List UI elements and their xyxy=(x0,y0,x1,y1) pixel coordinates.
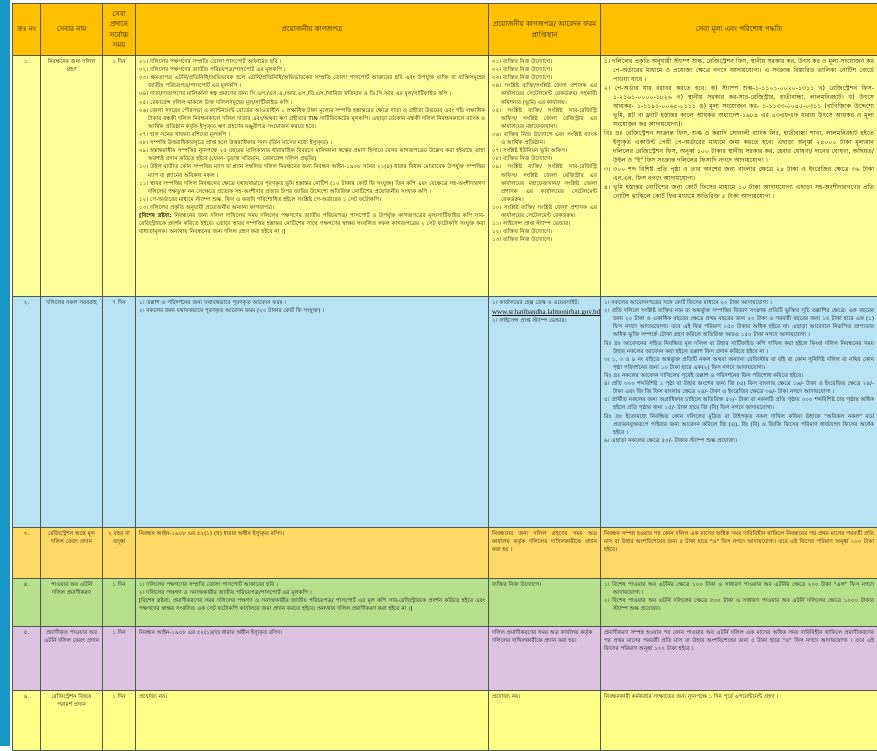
max-time: ১ দিন xyxy=(103,627,136,691)
required-docs xyxy=(136,297,489,528)
list-item: ৬। এছাড়া নকলের ক্ষেত্রে ৫০/- টাকার স্ট্যাম্প শুল্ক প্রযোজ্য। xyxy=(604,437,874,445)
docs-source: দলিল প্রমাণীকরণের সময় অত্র কার্যালয় কর্তৃক দলিলের দাখিলকারীকে প্রদান করা হয়। xyxy=(489,627,601,691)
header-service-name: সেবার নাম xyxy=(41,4,103,56)
table-row xyxy=(13,56,877,297)
list-item: ১০। উইল ব্যতীত কোন সম্পত্তির ম্যাপ বা প্ল্যান সম্বলিত দলিল নিবন্ধনের জন্য নিবন্ধন আইন-১৯০৮ সনের ২১(৪) ধারার বিধান মোতাবেক উপর্যুক্ত সম্পত্তির ম্যাপ বা প্ল্যানের অবিকল নকল । xyxy=(139,163,485,179)
list-item: ০৬। জেলা সদরের পৌরসভা ও ক্যান্টনমেন্ট বোর্ডের আওতাধীন ১ লক্ষাধিক টাকা মূল্যের সম্পত্তি হস্তান্তরের ক্ষেত্রে দাতা ও গ্রহীতা উভয়ের এবং পাঁচ লক্ষাধিক টাকার বন্ধকী দলিল নিবন্ধনকালে দলিল দাতার এবং/অথবা ঋণ গ্রহীতার TIN সার্টিফিকেটের মূলকপি। এছাড়া যেকোন বন্ধকী দলিল নিবন্ধনকালে ব্যাংক ও আর্থিক প্রতিষ্ঠান কর্তৃক ইস্যুকৃত ঋণ গ্রহণের মঞ্জুরীপত্র সংযোজন করতে হবে। xyxy=(139,107,485,131)
list-item: ৪। প্রতি ৩০০ শব্দবিশিষ্ট ১ পৃষ্ঠা বা উহার অংশের জন্য জি (এ) ফিস বাংলার ক্ষেত্রে ১৬/- টাকা ও ইংরেজির ক্ষেত্রে ২৪/- টাকা এবং জি জি ফিস বাংলার ক্ষেত্রে ২৪/- টাকা ও ইংরেজির ক্ষেত্রে ৩৬/- টাকা নগদে আদায়যোগ্য । xyxy=(604,380,874,396)
list-item: ১০। সংশ্লিষ্ট ব্যক্তি/ সংশ্লিষ্ট জেলা প্রশাসক এর কার্যালয়ের সেটেলমেন্ট রেকর্ডরুম। xyxy=(492,204,597,220)
header-fee-method: সেবা মূল্য এবং পরিশোধ পদ্ধতি xyxy=(601,4,877,56)
header-docs-source: প্রয়োজনীয় কাগজপত্র/ আবেদন ফরম প্রাপ্তিস্থান xyxy=(489,4,601,56)
list-item: বিঃ দ্রঃ ইতোমধ্যে নিবন্ধিত কোন দলিলের মুদ্রিত বা টাইপকৃত নকল দাখিল করিয়া উহাকে "অবিকল নকল" মর্মে প্রত্যয়নযুক্তরূপে পাইবার জন্য আবেদন করিলে জি (এ), জি (বি) ও জিজি ফিসের পরিমাণ ধার্যযোগ্য ফিসের অর্ধেক হইবে । xyxy=(604,413,874,437)
list-item: বিঃ দ্রঃ আবেদনের সহিত নিবন্ধিত মূল দলিল বা উহার সার্টিফাইড কপি দাখিল করা হইলে কিংবা দলিল নিবন্ধনের সময় উহার নকলের আবেদন করা হইলে তল্লাশ ফিস প্রদান করিতে হইবে না । xyxy=(604,340,874,356)
docs-source: ব্যক্তির নিজ উদ্যোগে। xyxy=(489,579,601,627)
list-item: ২। বিশেষ পাওয়ার অব এটর্নি দলিলের ক্ষেত্রে ৫০০ টাকা ও সাধারণ পাওয়ার অব এটর্নি দলিলের ক্ষেত্রে ১০০০ টাকার স্ট্যাম্প শুল্ক প্রযোজ্য। xyxy=(604,597,874,613)
list-item: ০৫। সংশ্লিষ্ট ব্যক্তি/ সংশ্লিষ্ট সাব-রেজিস্ট্রি অফিস/ সংশ্লিষ্ট জেলা রেজিস্ট্রার এর কার্যালয়ের মহাফেজখানা। xyxy=(492,107,597,131)
max-time: ১ দিন xyxy=(103,579,136,627)
list-item: ০৮। ব্যক্তির নিজ উদ্যোগে। xyxy=(492,155,597,163)
list-item: ০৩। ব্যক্তির নিজ উদ্যোগে। xyxy=(492,74,597,82)
list-item: ২। নকলের জন্য যথাযথভাবে পূরণকৃত আবেদন ফরম (২০ টাকার কোর্ট ফি সংযুক্ত) । xyxy=(139,307,485,315)
max-time: ১ দিন xyxy=(103,56,136,297)
list-item: ০৭। হাল সনের খাজনা রশিদের মূলকপি । xyxy=(139,131,485,139)
serial: ২. xyxy=(13,297,41,528)
fee-method: নিবন্ধনকারী কর্মকর্তার সাক্ষাতের জন্য ন্যূনপক্ষে ১ দিন পূর্বে এপয়েন্টমেন্ট গ্রহণ । xyxy=(601,691,877,751)
list-item: ০৯। হস্তান্তরাধীন সম্পত্তির ন্যূনপক্ষে ২৫ বছরের মালিকানার ধারাবাহিক বিবরণে মালিকানা স্বত্বের প্রমাণ হিসাবে যেসব কাগজপত্রের উল্লেখ করা হইয়াছে তাহা অবশ্যই প্রদান করিতে হইবে (যেমন- চূড়ান্ত খতিয়ান, রেফারেন্স দলিল প্রভৃতি) xyxy=(139,147,485,163)
required-docs xyxy=(136,56,489,297)
left-accent-strip xyxy=(0,0,10,746)
list-item: ১২। ব্যক্তির নিজ উদ্যোগে। xyxy=(492,228,597,236)
citizen-charter-table xyxy=(12,3,877,751)
docs-source: নিবন্ধনের জন্য দলিল গ্রহণের সময় অত্র কার্যালয় কর্তৃক দলিলের দাখিলকারীকে প্রদান করা হয় । xyxy=(489,528,601,579)
service-name: দলিলের নকল সরবরাহ xyxy=(41,297,103,528)
required-docs: প্রযোজ্য নয়। xyxy=(136,691,489,751)
header-max-time: সেবা প্রদানে সর্বোচ্চ সময় xyxy=(103,4,136,56)
list-item: ১। দলিলের প্রকৃতি অনুযায়ী স্ট্যাম্প শুল্ক, রেজিস্ট্রেশন ফিস, স্থানীয় সরকার কর, উৎস কর ও মূল্য সংযোজন কর পে-অর্ডারের মাধ্যমে ও প্রযোজ্য ক্ষেত্রে নগদে আদায়যোগ্য। এ সংক্রান্ত বিস্তারিত তালিকা নোটিশ বোর্ডে পাওয়া যাবে । xyxy=(604,58,874,85)
list-item: ৩। ৩০০ শব্দ বিশিষ্ট প্রতি পৃষ্ঠা ও তার অংশের জন্য বাংলার ক্ষেত্রে ২৪ টাকা ও ইংরেজির ক্ষেত্রে ৩৬ টাকা এন.এন. ফিস নগদে আদায়যোগ্য। xyxy=(604,166,874,184)
service-name: প্রমাণীকৃত পাওয়ার অব এটর্নি দলিল ফেরৎ প্রদান xyxy=(41,627,103,691)
list-item: বিঃ দ্রঃ রেজিস্ট্রেশন সংক্রান্ত ফিস, শুল্ক ও করাদি সোনালী ব্যাংক লিঃ, হাতীবান্ধা শাখা, লালমনিরহাট হইতে ইস্যুকৃত একাউন্ট পেয়ী পে-অর্ডারের মাধ্যমে জমা করতে হবে। এছাড়া অনূর্ধ্ব ২৪০০০ টাকা মূল্যমান দলিলের রেজিস্ট্রেশন ফিস, অনূর্ধ্ব ১০০ টাকার স্থানীয় সরকার কর, হেবার ঘোষণা/ দানের ঘোষণা, অছিয়ত/ উইল ও "ই" ফিস সংক্রান্ত দলিলের ফিসাদি নগদে আদায়যোগ্য । xyxy=(604,130,874,166)
list-item: ২। দলিলের পক্ষগণ ও সনাক্তকারীর জাতীয় পরিচয়পত্র/পাসপোর্ট এর মূলকপি । xyxy=(139,589,485,597)
list-item: ০১। দলিলের পক্ষগণের সম্প্রতি তোলা পাসপোর্ট আকারের ছবি । xyxy=(139,58,485,66)
serial: ৬. xyxy=(13,691,41,751)
max-time: ২ বছর বা তদূর্ধ্ব xyxy=(103,528,136,579)
table-row xyxy=(13,579,877,627)
serial: ৫. xyxy=(13,627,41,691)
list-item: ৫। প্রার্থীত নকলের জন্য অগ্রাধিকার চাহিলে অতিরিক্ত ৫০/- টাকা বা নকলটি প্রতি পৃষ্ঠায় ৩০০ শব্দবিশিষ্ট চার পৃষ্ঠার অধিক হইলে প্রতি পৃষ্ঠার জন্য ১৫/- টাকা হারে জি (বি) ফিস নগদে আদায়যোগ্য। xyxy=(604,396,874,412)
list-item: ১। নকলের আবেদনপত্রের সঙ্গে কোর্ট ফিসের মাধ্যমে ২০ টাকা আদায়যোগ্য । xyxy=(604,299,874,307)
required-docs xyxy=(136,579,489,627)
fee-method: প্রমাণীকরণ সম্পন্ন হওয়ার পর কোন পাওয়ার অব এটর্নি দলিল এক মাসের অধিক সময় দাবিবিহীন থাকিলে প্রমাণীকরণের পর প্রথম মাসের পরবর্তী প্রতি মাস বা উহার অংশবিশেষের জন্য ৫ টাকা হারে "ও" ফিস নগদে আদায়যোগ্য । তবে এই ফিসের পরিমাণ অনূর্ধ্ব ১০০ টাকা হইবে । xyxy=(601,627,877,691)
list-item: ০৩। ক্ষমতাপত্র এটর্নি/প্রতিনিধি/অভিভাবক হলে এটর্নি/প্রতিনিধি/অভিভাবকের সম্প্রতি তোলা পাসপোর্ট আকারের ছবি এবং উপর্যুক্ত ব্যক্তি বা ব্যক্তিসমূহের জাতীয় পরিচয়পত্র/পাসপোর্ট এর মূলকপি । xyxy=(139,74,485,90)
list-item: ০৪। সংশ্লিষ্ট ব্যক্তি/সংশ্লিষ্ট জেলা প্রশাসক এর কার্যালয়ের সেটেলমেন্ট রেকর্ডরুম/ সহকারী কমিশনার (ভূমি) এর কার্যালয়। xyxy=(492,82,597,106)
header-row xyxy=(13,4,877,56)
fee-method xyxy=(601,56,877,297)
list-item: ২। পে-অর্ডার যার বরাবর করতে হবে: ক) স্ট্যাম্প শুল্ক-১-১১০১-০০২০-১৩১১ খ) রেজিস্ট্রেশন ফিস- ১-২১৬১-০০০০-১৮২৬ গ) স্থানীয় সরকার কর-সাব-রেজিস্ট্রার, হাতীবান্ধা, লালমনিরহাট। ঘ) উৎসে আয়কর- ১-১১৪১-০০৬৫-০১১১ ঙ) মূল্য সংযোজন কর- ১-১১৩৩-০০৪৫-০৩১১ (বাণিজ্যিক উদ্দেশ্যে ভূমি, প্লট বা ফ্ল্যাট হস্তান্তর কালে আয়কর অধ্যাদেশ-১৯৮৪ এর ৫৩এফএফ ধারায় উৎসে আয়কর ও মূল্য সংযোজন কর আদায়যোগ্য)। xyxy=(604,85,874,130)
list-item: ০৫। রেফারেন্স দলিল থাকলে উক্ত দলিলসমূহের মূল/সার্টিফাইড কপি । xyxy=(139,99,485,107)
list-item: ১১। স্থাবর সম্পত্তির দলিল নিবন্ধনের ক্ষেত্রে যথাযথভাবে পূরণকৃত ভূমি হস্তান্তর নোটিশ (১০ টাকার কোর্ট ফি সংযুক্ত) তিন কপি এবং যেক্ষেত্রে সহ-অংশীদারগণ দলিলের পক্ষভুক্ত নন সেক্ষেত্রে প্রত্যেক সহ-অংশীদার প্রজার উপর জারির উদ্দেশ্যে অতিরিক্ত নোটিশের প্রয়োজনীয় সংখ্যক কপি । xyxy=(139,180,485,196)
table-row xyxy=(13,528,877,579)
service-name: নিবন্ধনের জন্য দলিল গ্রহণ xyxy=(41,56,103,297)
max-time: ৭ দিন xyxy=(103,297,136,528)
required-docs: নিবন্ধন আইন-১৯০৮ এর ৫২(১)(খ) ধারার অধীন ইস্যুকৃত রসিদ। xyxy=(136,627,489,691)
list-item: ০৯। সংশ্লিষ্ট ব্যক্তি/ সংশ্লিষ্ট সাব-রেজিস্ট্রি অফিস/ সংশ্লিষ্ট জেলা রেজিস্ট্রার এর কার্যালয়ের মহাফেজখানা/ সংশ্লিষ্ট জেলা প্রশাসক এর কার্যালয়ের সেটেলমেন্ট রেকর্ডরুম। xyxy=(492,163,597,204)
list-item: ১৩। দলিলের প্রকৃতি অনুযায়ী প্রয়োজনীয় অন্যান্য কাগজপত্র। xyxy=(139,204,485,212)
special-note: [বিশেষ দ্রষ্টব্য: নিবন্ধনের জন্য দলিল দাখিলের সময় দলিলের পক্ষগণের জাতীয় পরিচয়পত্র/ পাসপোর্ট ও উপর্যুক্ত কাগজপত্রের মূল/সার্টিফাইড কপি সাব-রেজিস্ট্রারকে প্রদর্শন করিতে হইবে। এছাড়া স্থাবর সম্পত্তির হস্তান্তর নোটিশের সাথে পক্ষগণের স্বাক্ষর সংবলিত সকল কাগজপত্রের ২ সেট ফটোকপি সংযুক্ত করা বাধ্যতামূলক। অন্যথায় নিবন্ধনের জন্য দলিল গ্রহণ করা হইবে না ।] xyxy=(139,212,485,236)
required-docs: নিবন্ধন আইন-১৯০৮ এর ৫২(১) (খ) ধারার অধীন ইস্যুকৃত রসিদ। xyxy=(136,528,489,579)
service-name: রেজিস্ট্রেশন অন্তে মূল দলিল ফেরৎ প্রদান xyxy=(41,528,103,579)
list-item: ০৭। সংশ্লিষ্ট ইউনিয়ন ভূমি অফিস। xyxy=(492,147,597,155)
list-item: ৪। ভূমি হস্তান্তর নোটিশের জন্য কোর্ট ফিসের মাধ্যমে ১০ টাকা আদায়যোগ্য এছাড়া সহ-অংশীদারগণের প্রতি নোটিশ থাকিলে কোর্ট ফির মাধ্যমে অতিরিক্ত ৫ টাকা আদায়যোগ্য । xyxy=(604,184,874,202)
list-item: ১। দলিলের পক্ষগণের সম্প্রতি তোলা পাসপোর্ট আকারের ছবি । xyxy=(139,581,485,589)
header-required-docs: প্রয়োজনীয় কাগজপত্র xyxy=(136,4,489,56)
list-item: ১। তল্লাশ ও পরিদর্শনের জন্য যথাযথভাবে পূরণকৃত আবেদন ফরম । xyxy=(139,299,485,307)
fee-method xyxy=(601,297,877,528)
list-item: ০২। দলিলের পক্ষগণের জাতীয় পরিচয়পত্র/পাসপোর্ট এর মূলকপি । xyxy=(139,66,485,74)
serial: ৩. xyxy=(13,528,41,579)
list-item: ১২। পে-অর্ডারের মাধ্যমে স্ট্যাম্প শুল্ক, ফিস ও করাদি পরিশোধিত হইলে সংশ্লিষ্ট পে-অর্ডারের ১ সেট ফটোকপি। xyxy=(139,196,485,204)
list-item: ৩। ১, ৩ ও ৪ নং বহিতে অন্তর্ভুক্ত প্রতিটি নকল অথবা অন্যান্য রেজিস্টার বা বহি বা কোন সুনির্দিষ্ট দলিল বা নথির কোন পৃষ্ঠা পরিদর্শনের জন্য ১০ টাকা হারে এক(২) ফিস নগদে আদায়যোগ্য। xyxy=(604,356,874,372)
table-row xyxy=(13,691,877,751)
list-item: ০১। ব্যক্তির নিজ উদ্যোগে। xyxy=(492,58,597,66)
header-serial: ক্রঃ নং xyxy=(13,4,41,56)
docs-source: ১। কার্যালয়ের হেল্প ডেস্ক ও ওয়েবসাইট: www.sr.hatibandha.lalmonirhat.gov.bd ২। লাইসেন্স প্রাপ্ত স্ট্যাম্প ভেন্ডার। xyxy=(489,297,601,528)
list-item: ০৪। দাতা/দাতাগণের মালিকানা স্বত্ব প্রমাণের জন্য সি.এস./এস.এ./আর.এস./বি.এস./খারিজ খতিয়ান ও ডি.সি.আর এর মূল/সার্টিফাইড কপি । xyxy=(139,90,485,98)
list-item: বিঃ দ্রঃ নকলের আবেদন দাখিলের পূর্বেই তল্লাশ ও পরিদর্শনের ফিস পরিশোধ করিতে হইবে। xyxy=(604,372,874,380)
special-note: [বিশেষ দ্রষ্টব্য: প্রমাণীকরণের সময় দলিলের পক্ষগণ ও সনাক্তকারীর জাতীয় পরিচয়পত্র/ পাসপোর্ট এর মূল কপি সাব-রেজিস্ট্রারকে প্রদর্শন করিতে হইবে এবং পক্ষগণের স্বাক্ষর সংবলিত এক সেট ফটোকপি কার্যালয়ে জমা প্রদান করতে হইবে। অন্যথায় দলিল প্রমাণীকরণ করা হইবে না ।] xyxy=(139,597,485,613)
table-row xyxy=(13,297,877,528)
serial: ৪. xyxy=(13,579,41,627)
list-item: ০৬। ব্যক্তির নিজ উদ্যোগে এবং সংশ্লিষ্ট ব্যাংক ও আর্থিক প্রতিষ্ঠান। xyxy=(492,131,597,147)
serial: ১. xyxy=(13,56,41,297)
list-item: ০৮। সম্পত্তি উত্তরাধিকারসূত্রে প্রাপ্ত হলে উত্তরাধিকার সনদ (তিন মাসের মধ্যে ইস্যুকৃত) । xyxy=(139,139,485,147)
website-link[interactable]: www.sr.hatibandha.lalmonirhat.gov.bd xyxy=(492,308,600,316)
docs-source: প্রযোজ্য নয়। xyxy=(489,691,601,751)
max-time: ১ দিন xyxy=(103,691,136,751)
table-row xyxy=(13,627,877,691)
list-item: ০২। ব্যক্তির নিজ উদ্যোগে। xyxy=(492,66,597,74)
fee-method xyxy=(601,579,877,627)
docs-source xyxy=(489,56,601,297)
list-item: ১৩। ব্যক্তির নিজ উদ্যোগে। xyxy=(492,236,597,244)
list-item: ১১। লাইসেন্স প্রাপ্ত স্ট্যাম্প ভেন্ডার। xyxy=(492,220,597,228)
service-name: রেজিস্ট্রেশন বিষয়ে পরামর্শ প্রদান xyxy=(41,691,103,751)
list-item: ২। প্রতি দলিলে সংশ্লিষ্ট ব্যক্তির নাম বা অন্তর্ভুক্ত সম্পত্তির বিবরণ সংক্রান্ত প্রতিটি ভুক্তির সূচি তল্লাশির ক্ষেত্রে: এক বছরের জন্য ২০ টাকা ও একাধিক বছরের ক্ষেত্রে প্রথম বছরের জন্য ২০ টাকা ও পরবর্তী বছরের জন্য ১৫ টাকা হারে এক (১) ফিস নগদে আদায়যোগ্য। তবে এই ফির পরিমাণ ১৫০ টাকার অধিক হইবে না। এছাড়া আবেদনে নিরূপিত প্রাপ্যতার অধিক ভুক্তি সম্পর্কে টোকা গ্রহণ করিলে অতিরিক্ত আরও ১৫০ টাকা নগদে আদায়যোগ্য । xyxy=(604,307,874,339)
fee-method: নিবন্ধন সম্পন্ন হওয়ার পর কোন দলিল এক মাসের অধিক সময় দাবিবিহীন থাকিলে নিবন্ধনের পর প্রথম মাসের পরবর্তী প্রতি মাস বা উহার অংশবিশেষের জন্য ৫ টাকা হারে "ও" ফিস নগদে আদায়যোগ্য। তবে এই ফিসের পরিমাণ অনূর্ধ্ব ১০০ টাকা হইবে। xyxy=(601,528,877,579)
service-name: পাওয়ার অব এটর্নি দলিল প্রমাণীকরণ xyxy=(41,579,103,627)
list-item: ১। বিশেষ পাওয়ার অব এটর্নির ক্ষেত্রে ১০০ টাকা ও সাধারণ পাওয়ার অব এটর্নির ক্ষেত্রে ২০০ টাকা "এল" ফিস নগদে আদায়যোগ্য । xyxy=(604,581,874,597)
